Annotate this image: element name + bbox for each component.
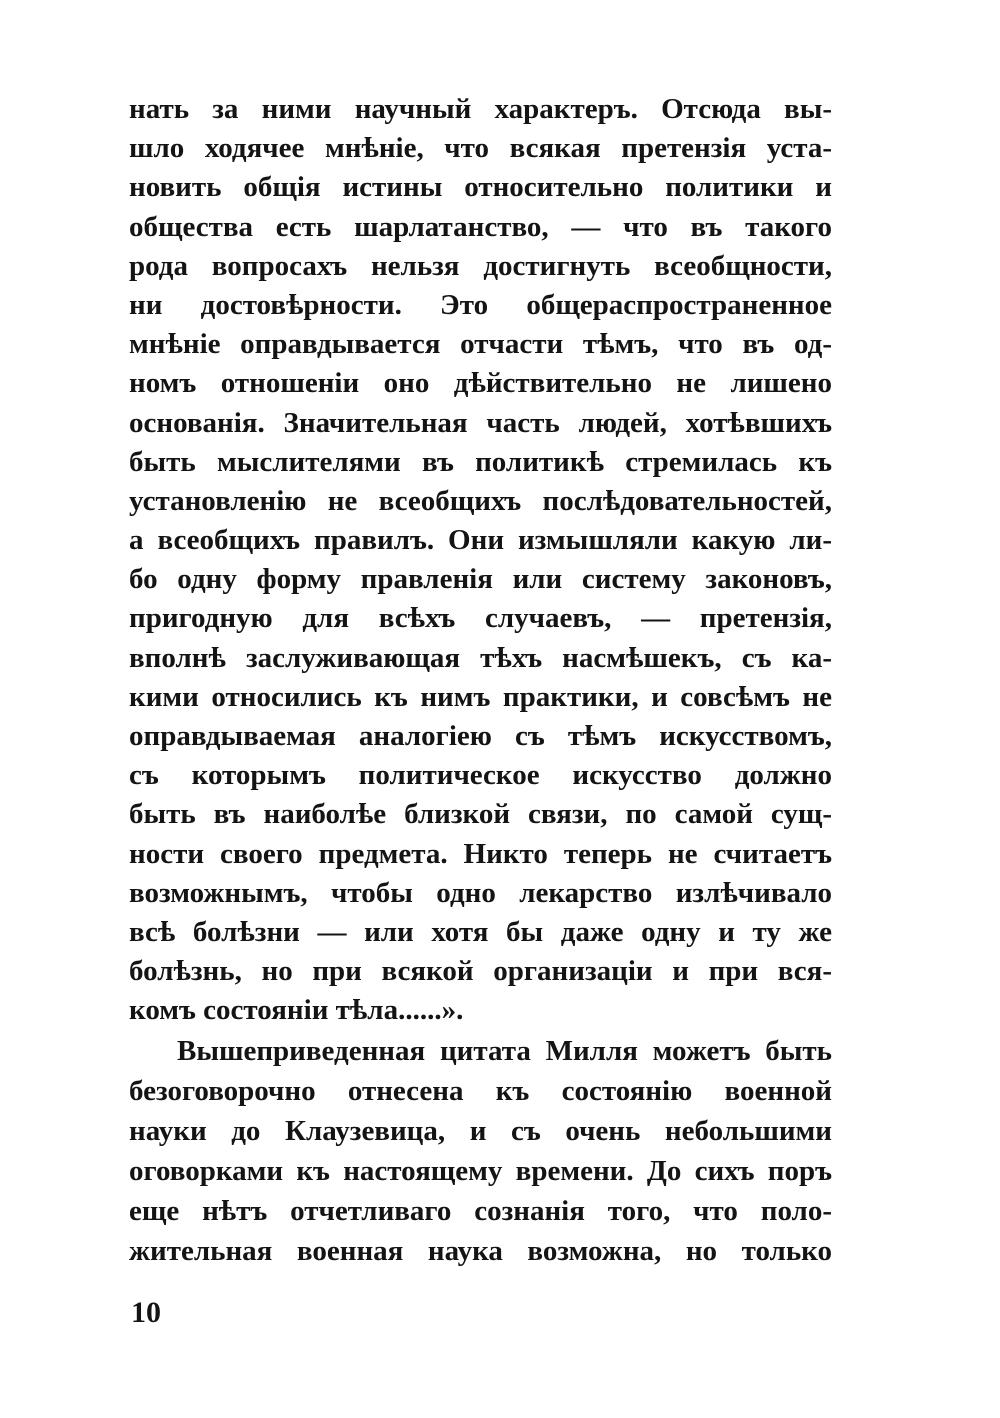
text-line: всѣ болѣзни — или хотя бы даже одну и ту же — [129, 915, 832, 948]
text-line: вполнѣ заслуживающая тѣхъ насмѣшекъ, съ ка- — [129, 641, 832, 674]
text-line: пригодную для всѣхъ случаевъ, — претензія, — [129, 602, 832, 635]
text-line: бо одну форму правленія или систему законовъ, — [129, 563, 832, 596]
text-line: мнѣніе оправдывается отчасти тѣмъ, что въ од- — [129, 328, 832, 361]
paragraph-quote-end — [129, 90, 832, 1031]
text-line: жительная военная наука возможна, но только — [129, 1234, 832, 1267]
text-line: безоговорочно отнесена къ состоянію военной — [129, 1074, 832, 1107]
text-line: возможнымъ, чтобы одно лекарство излѣчивало — [129, 876, 832, 909]
text-line: общества есть шарлатанство, — что въ такого — [129, 210, 832, 243]
text-line: быть въ наиболѣе близкой связи, по самой сущ- — [129, 798, 832, 831]
page-number: 10 — [131, 1296, 161, 1329]
text-line: а всеобщихъ правилъ. Они измышляли какую ли- — [129, 524, 832, 557]
text-line: основанія. Значительная часть людей, хотѣвшихъ — [129, 406, 832, 439]
text-line: номъ отношеніи оно дѣйствительно не лишено — [129, 367, 832, 400]
page-body — [129, 90, 832, 1271]
text-line: еще нѣтъ отчетливаго сознанія того, что поло- — [129, 1194, 832, 1227]
text-line: науки до Клаузевица, и съ очень небольшими — [129, 1114, 832, 1147]
text-line: рода вопросахъ нельзя достигнуть всеобщности, — [129, 249, 832, 282]
text-line: быть мыслителями въ политикѣ стремилась къ — [129, 445, 832, 478]
text-line: оправдываемая аналогіею съ тѣмъ искусствомъ, — [129, 720, 832, 752]
text-line: оговорками къ настоящему времени. До сихъ поръ — [129, 1154, 832, 1187]
text-line: кими относились къ нимъ практики, и совсѣмъ не — [129, 680, 832, 713]
text-line: Вышеприведенная цитата Милля можетъ быть — [177, 1034, 832, 1067]
text-line: шло ходячее мнѣніе, что всякая претензія уста- — [129, 132, 832, 165]
text-line: ности своего предмета. Никто теперь не считаетъ — [129, 837, 832, 870]
text-line: установленію не всеобщихъ послѣдовательностей, — [129, 484, 832, 517]
text-line: комъ состояніи тѣла......». — [129, 994, 464, 1027]
text-line: болѣзнь, но при всякой организаціи и при вся- — [129, 955, 832, 988]
paragraph-mill-commentary — [129, 1031, 832, 1271]
text-line: нать за ними научный характеръ. Отсюда вы- — [129, 93, 832, 125]
text-line: ни достовѣрности. Это общераспространенное — [129, 288, 832, 321]
text-line: съ которымъ политическое искусство должно — [129, 759, 832, 792]
text-line: новить общія истины относительно политики и — [129, 171, 832, 204]
